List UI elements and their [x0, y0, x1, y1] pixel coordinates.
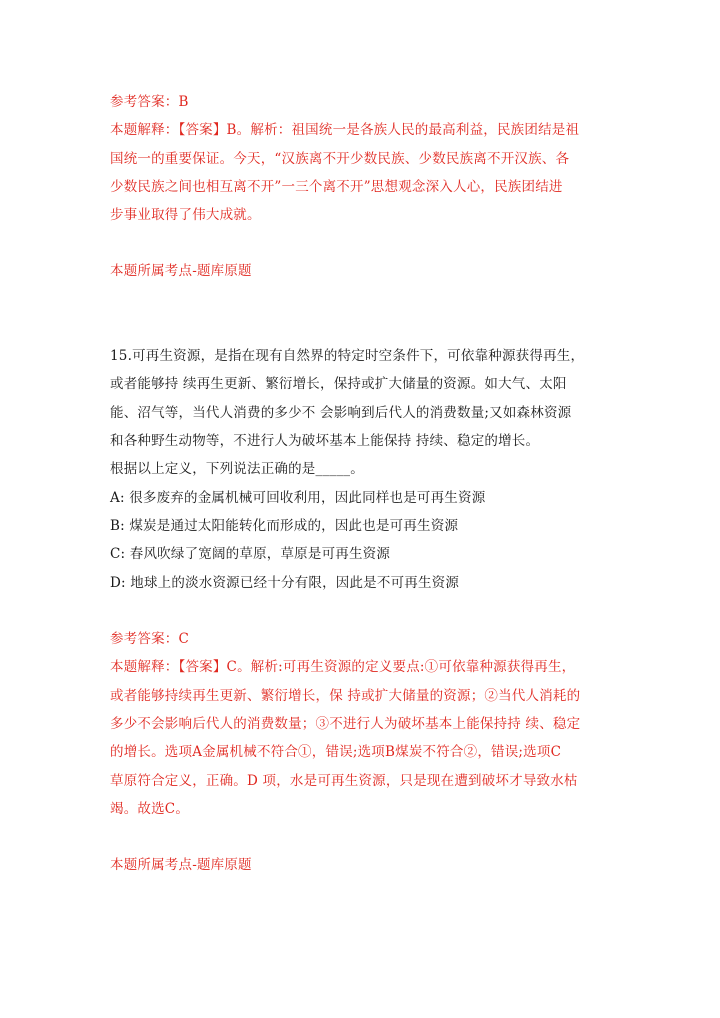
answer-label: 参考答案：C — [110, 631, 190, 647]
answer-label: 参考答案：B — [110, 94, 189, 110]
question-line: 或者能够持 续再生更新、繁衍增长，保持或扩大储量的资源。如大气、太阳 — [110, 376, 567, 392]
option-a: A: 很多废弃的金属机械可回收利用，因此同样也是可再生资源 — [110, 490, 486, 506]
explanation-line: 国统一的重要保证。今天，“汉族离不开少数民族、少数民族离不开汉族、各 — [110, 151, 570, 167]
explanation-line: 本题解释：【答案】B。解析：祖国统一是各族人民的最高利益，民族团结是祖 — [110, 122, 580, 138]
question-line: 15.可再生资源，是指在现有自然界的特定时空条件下，可依靠种源获得再生， — [110, 348, 585, 364]
option-b: B: 煤炭是通过太阳能转化而形成的，因此也是可再生资源 — [110, 518, 459, 534]
explanation-line: 的增长。选项A金属机械不符合①，错误;选项B煤炭不符合②，错误;选项C — [110, 744, 562, 760]
question-prompt: 根据以上定义，下列说法正确的是_____。 — [110, 461, 364, 477]
option-c: C: 春风吹绿了宽阔的草原，草原是可再生资源 — [110, 546, 391, 562]
explanation-line: 竭。故选C。 — [110, 801, 190, 817]
question-line: 和各种野生动物等，不进行人为破坏基本上能保持 持续、稳定的增长。 — [110, 433, 540, 449]
explanation-line: 或者能够持续再生更新、繁衍增长，保 持或扩大储量的资源；②当代人消耗的 — [110, 688, 581, 704]
question-line: 能、沼气等，当代人消费的多少不 会影响到后代人的消费数量;又如森林资源 — [110, 405, 572, 421]
option-d: D: 地球上的淡水资源已经十分有限，因此是不可再生资源 — [110, 575, 460, 591]
explanation-line: 步事业取得了伟大成就。 — [110, 207, 261, 223]
source-label: 本题所属考点-题库原题 — [110, 857, 252, 873]
explanation-line: 本题解释：【答案】C。解析:可再生资源的定义要点:①可依靠种源获得再生， — [110, 659, 576, 675]
explanation-line: 草原符合定义，正确。D 项，水是可再生资源，只是现在遭到破坏才导致水枯 — [110, 773, 578, 789]
explanation-line: 少数民族之间也相互离不开”一三个离不开”思想观念深入人心，民族团结进 — [110, 179, 563, 195]
source-label: 本题所属考点-题库原题 — [110, 263, 252, 279]
explanation-line: 多少不会影响后代人的消费数量；③不进行人为破坏基本上能保持持 续、稳定 — [110, 716, 581, 732]
